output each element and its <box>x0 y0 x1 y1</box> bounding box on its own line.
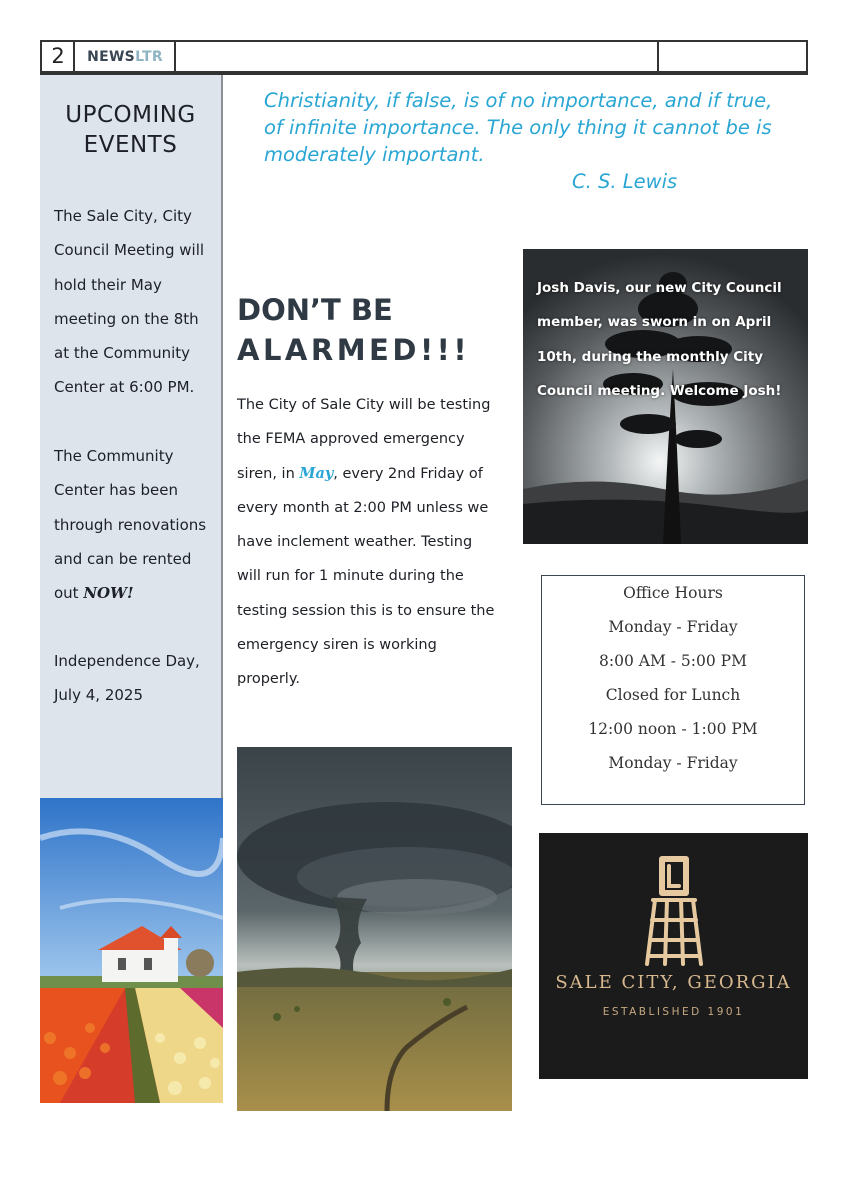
quote-text: Christianity, if false, is of no importance, and if true, of infinite importance. The only thing it cannot be is moderately important. <box>264 89 773 166</box>
logo-city-name: SALE CITY, GEORGIA <box>555 972 792 993</box>
header-divider <box>806 42 808 71</box>
office-hours-line: 8:00 AM - 5:00 PM <box>599 652 747 670</box>
event-emphasis: NOW! <box>83 584 134 603</box>
event-text: out <box>54 584 84 603</box>
header-divider <box>174 42 176 71</box>
office-hours-title: Office Hours <box>623 584 723 602</box>
article-emphasis: May <box>299 464 334 482</box>
article-body-text: The City of Sale City will be testing the FEMA approved emergency siren, in <box>237 397 491 482</box>
event-community-center <box>54 439 214 610</box>
event-independence-day <box>54 644 214 713</box>
brand-primary: NEWS <box>87 49 136 65</box>
event-line: The Sale City, City <box>54 207 192 225</box>
event-council-meeting <box>54 199 214 405</box>
sidebar-border <box>221 75 223 798</box>
tornado-image <box>237 747 512 1111</box>
logo-established: ESTABLISHED 1901 <box>602 1006 745 1018</box>
brand-secondary: LTR <box>135 49 163 65</box>
quote-author: C. S. Lewis <box>572 170 678 193</box>
headline-line: DON’T BE <box>237 293 393 327</box>
office-hours-line: Monday - Friday <box>608 618 738 636</box>
water-tower-icon <box>639 852 709 968</box>
event-line: Center has been <box>54 481 179 500</box>
event-line: Council Meeting will <box>54 241 205 260</box>
tulip-field-image <box>40 798 223 1103</box>
event-line: hold their May <box>54 275 162 294</box>
office-hours-line: Monday - Friday <box>608 754 738 772</box>
sidebar-title-line: UPCOMING <box>65 102 196 128</box>
event-line: at the Community <box>54 344 191 363</box>
header-divider <box>73 42 75 71</box>
article-body-text: , every 2nd Friday of every month at 2:00 PM unless we have inclement weather. Testing will run for 1 minute during the testing session this is to ensure the emergency siren is working properly. <box>237 465 495 688</box>
event-line: through renovations <box>54 515 207 534</box>
article-headline <box>237 290 517 370</box>
sidebar-title-line: EVENTS <box>83 132 178 158</box>
event-line: Independence Day, <box>54 652 200 670</box>
photo-caption: Josh Davis, our new City Council member, was sworn in on April 10th, during the monthly City Council meeting. Welcome Josh! <box>537 280 782 399</box>
tulip-field-photo <box>40 798 223 1103</box>
event-line: and can be rented <box>54 549 192 568</box>
sidebar-title <box>40 100 221 160</box>
tornado-photo <box>237 747 512 1111</box>
page-number: 2 <box>51 44 65 68</box>
headline-line: ALARMED!!! <box>237 333 471 367</box>
header-top-rule <box>40 40 808 42</box>
event-line: meeting on the 8th <box>54 309 199 328</box>
event-line <box>54 576 214 610</box>
newsletter-brand <box>78 45 172 69</box>
header-divider <box>657 42 659 71</box>
office-hours-line: 12:00 noon - 1:00 PM <box>588 720 758 738</box>
event-line: Center at 6:00 PM. <box>54 378 195 397</box>
event-line: July 4, 2025 <box>54 686 143 705</box>
header-divider <box>40 42 42 71</box>
office-hours-line: Closed for Lunch <box>605 686 741 704</box>
event-line: The Community <box>54 447 174 465</box>
article-body <box>237 388 497 697</box>
